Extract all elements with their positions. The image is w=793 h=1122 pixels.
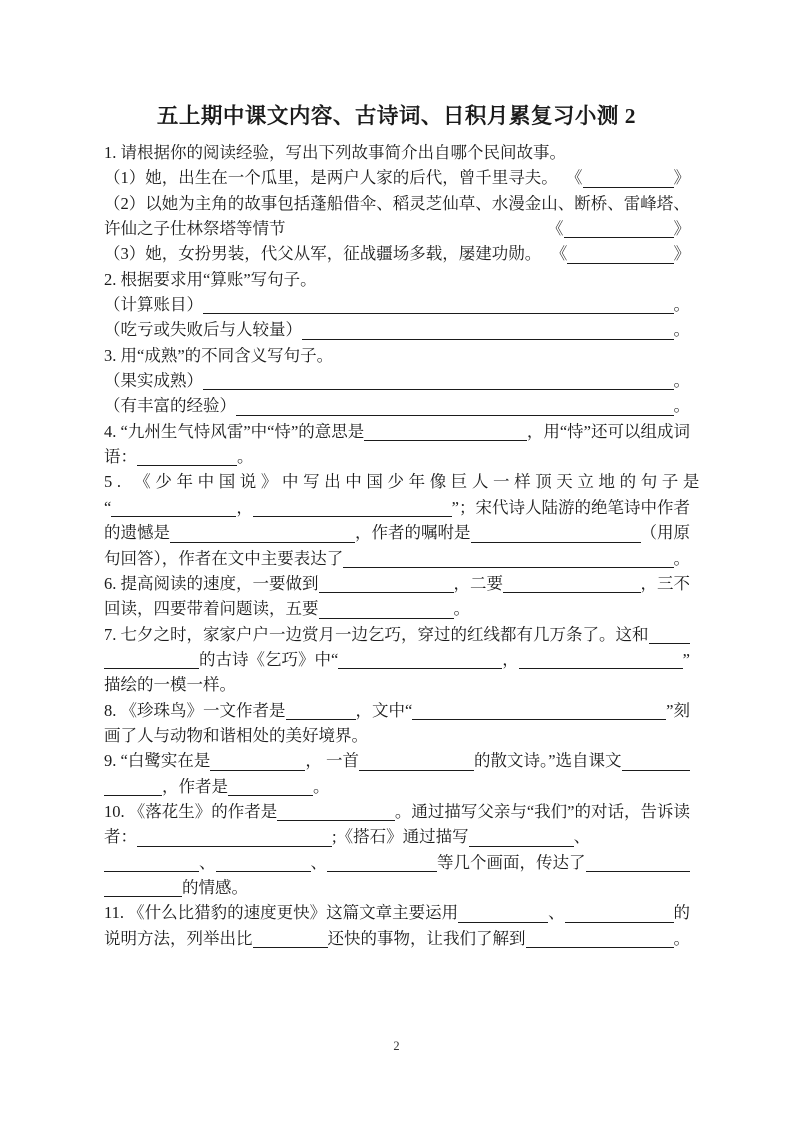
- answer-blank: [203, 313, 674, 314]
- document-line: [104, 698, 690, 723]
- document-line: [104, 748, 690, 773]
- document-line: [104, 824, 690, 849]
- answer-blank: [519, 668, 683, 669]
- document-line: [104, 368, 690, 393]
- text-segment: 》: [673, 168, 690, 188]
- text-segment: ”；宋代诗人陆游的绝笔诗中作者: [451, 497, 690, 517]
- text-segment: 。: [673, 548, 690, 568]
- text-segment: 11. 《什么比猎豹的速度更快》这篇文章主要运用: [104, 903, 459, 923]
- text-segment: 7. 七夕之时，家家户户一边赏月一边乞巧，穿过的红线都有几万条了。这和: [104, 624, 649, 644]
- answer-blank: [567, 263, 673, 264]
- document-line: [104, 191, 690, 216]
- document-line: [104, 900, 690, 925]
- answer-blank: [286, 719, 356, 720]
- text-segment: 3. 用“成熟”的不同含义写句子。: [104, 345, 334, 365]
- answer-blank: [111, 516, 236, 517]
- text-segment: 等几个画面，传达了: [437, 852, 586, 872]
- document-line: [104, 495, 690, 520]
- text-segment: “: [104, 497, 112, 517]
- document-line: [104, 596, 690, 621]
- document-line: [104, 622, 690, 647]
- document-line: [104, 672, 690, 697]
- document-line: [104, 647, 690, 672]
- text-segment: ，作者的嘱咐是: [355, 523, 471, 543]
- document-line: [104, 520, 690, 545]
- text-segment: 的情感。: [182, 877, 248, 897]
- text-segment: 还快的事物，让我们了解到: [327, 928, 526, 948]
- text-segment: 的遗憾是: [104, 523, 170, 543]
- answer-blank: [469, 846, 574, 847]
- document-body: [104, 140, 704, 951]
- document-line: [104, 723, 690, 748]
- answer-blank: [137, 846, 332, 847]
- text-segment: ，: [502, 649, 519, 669]
- text-segment: 。: [313, 776, 330, 796]
- text-segment: 。通过描写父亲与“我们”的对话，告诉读: [394, 801, 690, 821]
- text-segment: ;《搭石》通过描写: [332, 827, 469, 847]
- text-segment: ”刻: [666, 700, 690, 720]
- document-line: [104, 774, 690, 799]
- document-line: [104, 216, 690, 241]
- text-segment: ，文中“: [355, 700, 413, 720]
- text-segment: 、: [310, 852, 327, 872]
- text-segment: （有丰富的经验）: [104, 396, 236, 416]
- answer-blank: [253, 516, 452, 517]
- answer-blank: [104, 896, 182, 897]
- text-segment: 。: [673, 396, 690, 416]
- answer-blank: [583, 187, 674, 188]
- answer-blank: [137, 465, 237, 466]
- text-segment: 的: [673, 903, 690, 923]
- answer-blank: [586, 871, 691, 872]
- text-segment: 1. 请根据你的阅读经验，写出下列故事简介出自哪个民间故事。: [104, 143, 566, 162]
- document-line: [104, 875, 690, 900]
- text-segment: 9. “白鹭实在是: [104, 751, 211, 771]
- text-segment: （吃亏或失败后与人较量）: [104, 320, 302, 340]
- answer-blank: [503, 592, 641, 593]
- document-line: [104, 343, 690, 368]
- text-segment: 。: [237, 447, 254, 467]
- document-line: [104, 546, 690, 571]
- text-segment: 》: [673, 219, 690, 239]
- text-segment: 回读，四要带着问题读，五要: [104, 599, 319, 619]
- text-segment: 、: [573, 827, 591, 847]
- document-line: [104, 140, 690, 165]
- text-segment: 许仙之子仕林祭塔等情节: [104, 219, 286, 239]
- text-segment: 》: [673, 244, 690, 264]
- answer-blank: [471, 542, 641, 543]
- answer-blank: [302, 339, 674, 340]
- answer-blank: [210, 770, 305, 771]
- document-line: [104, 469, 704, 494]
- document-line: [104, 165, 690, 190]
- text-segment: ”: [682, 649, 690, 669]
- text-segment: ，用“恃”还可以组成词: [526, 421, 690, 441]
- answer-blank: [277, 820, 395, 821]
- text-segment: 、: [548, 903, 565, 923]
- text-segment: 6. 提高阅读的速度，一要做到: [104, 573, 319, 593]
- answer-blank: [104, 871, 199, 872]
- answer-blank: [319, 592, 454, 593]
- answer-blank: [364, 440, 527, 441]
- answer-blank: [458, 922, 548, 923]
- answer-blank: [565, 922, 674, 923]
- document-line: [104, 419, 690, 444]
- text-segment: 。: [673, 295, 690, 315]
- document-line: [104, 926, 690, 951]
- document-line: [104, 571, 690, 596]
- text-segment: 语：: [104, 447, 137, 467]
- text-segment: 8. 《珍珠鸟》一文作者是: [104, 700, 286, 720]
- text-segment: 。: [453, 599, 470, 619]
- text-segment: 5. 《少年中国说》中写出中国少年像巨人一样顶天立地的句子是: [104, 472, 704, 492]
- text-segment: ，作者是: [162, 776, 228, 796]
- text-segment: 。: [673, 371, 690, 391]
- text-segment: 《: [566, 168, 583, 188]
- document-line: [104, 267, 690, 292]
- text-segment: ， 一首: [305, 751, 359, 771]
- document-line: [104, 241, 690, 266]
- answer-blank: [338, 668, 502, 669]
- text-segment: 的古诗《乞巧》中“: [199, 649, 339, 669]
- answer-blank: [104, 795, 162, 796]
- answer-blank: [649, 643, 691, 644]
- text-segment: 者：: [104, 827, 137, 847]
- text-segment: （3）她，女扮男装，代父从军，征战疆场多载，屡建功勋。: [104, 244, 542, 264]
- text-segment: （1）她，出生在一个瓜里，是两户人家的后代，曾千里寻夫。: [104, 168, 558, 188]
- text-segment: （果实成熟）: [104, 371, 203, 391]
- document-line: [104, 317, 690, 342]
- answer-blank: [622, 770, 690, 771]
- answer-blank: [228, 795, 313, 796]
- document-line: [104, 292, 690, 317]
- document-line: [104, 850, 690, 875]
- text-segment: ，三不: [640, 573, 690, 593]
- text-segment: （用原: [640, 523, 690, 543]
- text-segment: （2）以她为主角的故事包括蓬船借伞、稻灵芝仙草、水漫金山、断桥、雷峰塔、: [104, 193, 690, 213]
- answer-blank: [412, 719, 666, 720]
- document-line: [104, 393, 690, 418]
- answer-blank: [253, 947, 328, 948]
- text-segment: 描绘的一模一样。: [104, 675, 236, 695]
- document-line: [104, 799, 690, 824]
- document-line: [104, 444, 690, 469]
- page-title: 五上期中课文内容、古诗词、日积月累复习小测 2: [156, 104, 637, 128]
- page-number: 2: [393, 1039, 400, 1053]
- answer-blank: [319, 618, 454, 619]
- answer-blank: [236, 415, 674, 416]
- text-segment: 《: [547, 219, 564, 239]
- text-segment: 《: [550, 244, 568, 264]
- answer-blank: [327, 871, 437, 872]
- text-segment: ，: [236, 497, 253, 517]
- text-segment: 、: [199, 852, 216, 872]
- text-segment: 。: [673, 320, 690, 340]
- text-segment: 说明方法，列举出比: [104, 928, 253, 948]
- answer-blank: [104, 668, 199, 669]
- answer-blank: [564, 237, 674, 238]
- answer-blank: [170, 542, 355, 543]
- answer-blank: [216, 871, 311, 872]
- answer-blank: [203, 389, 674, 390]
- answer-blank: [526, 947, 674, 948]
- answer-blank: [343, 567, 673, 568]
- text-segment: 的散文诗。”选自课文: [473, 751, 622, 771]
- text-segment: ，二要: [453, 573, 503, 593]
- text-segment: （计算账目）: [104, 295, 203, 315]
- text-segment: 10. 《落花生》的作者是: [104, 801, 278, 821]
- text-segment: 。: [673, 928, 690, 948]
- text-segment: 画了人与动物和谐相处的美好境界。: [104, 725, 368, 745]
- text-segment: 4. “九州生气恃风雷”中“恃”的意思是: [104, 421, 365, 441]
- text-segment: 句回答），作者在文中主要表达了: [104, 548, 344, 568]
- text-segment: 2. 根据要求用“算账”写句子。: [104, 269, 317, 289]
- answer-blank: [359, 770, 474, 771]
